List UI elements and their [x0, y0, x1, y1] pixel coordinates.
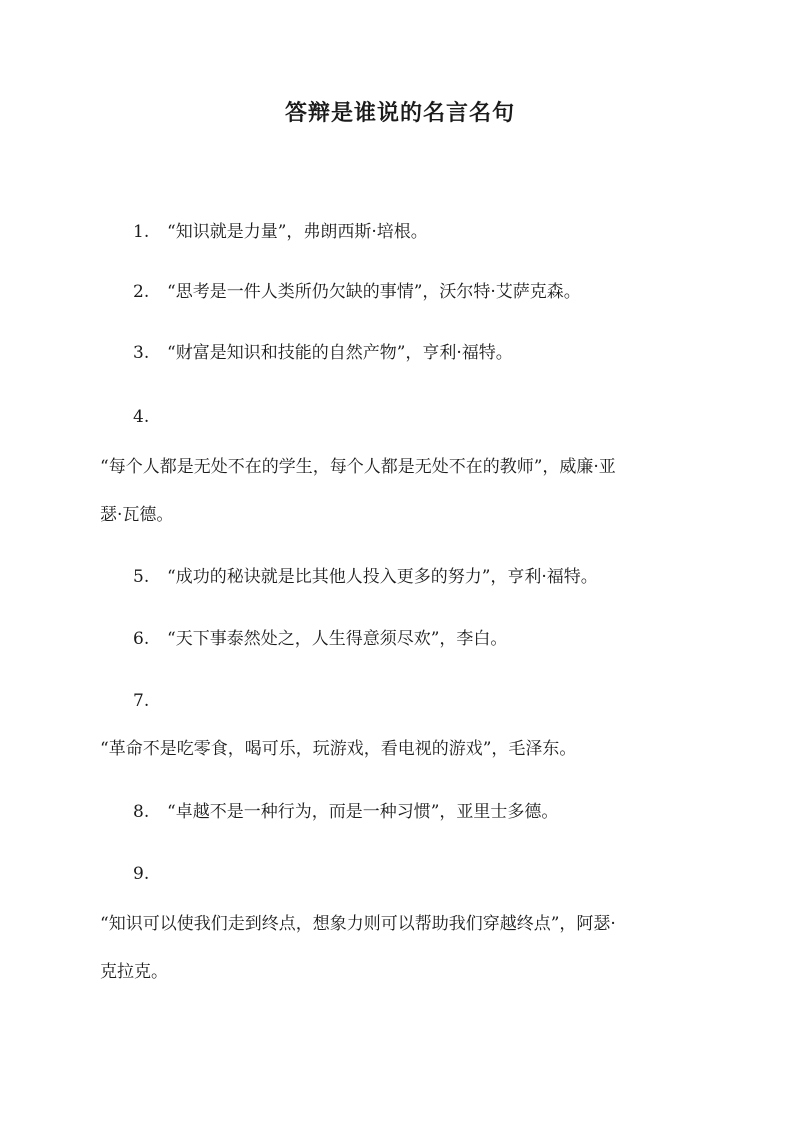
item-number: 3.: [133, 343, 150, 363]
item-text: “财富是知识和技能的自然产物”，亨利·福特。: [167, 343, 513, 363]
item-text-line: “知识可以使我们走到终点，想象力则可以帮助我们穿越终点”，阿瑟·: [100, 914, 616, 934]
item-number: 6.: [133, 629, 150, 649]
item-number: 8.: [133, 802, 150, 822]
list-item: [133, 341, 513, 365]
item-text: “卓越不是一种行为，而是一种习惯”，亚里士多德。: [167, 802, 559, 822]
item-text: “天下事泰然处之，人生得意须尽欢”，李白。: [167, 629, 508, 649]
item-text: “成功的秘诀就是比其他人投入更多的努力”，亨利·福特。: [167, 567, 598, 587]
item-number: 7.: [133, 691, 150, 711]
list-item: [133, 220, 428, 244]
list-item: [133, 800, 558, 824]
item-text-line: “每个人都是无处不在的学生，每个人都是无处不在的教师”，威廉·亚: [100, 457, 616, 477]
item-number: 5.: [133, 567, 150, 587]
item-text-line: “革命不是吃零食，喝可乐，玩游戏，看电视的游戏”，毛泽东。: [100, 739, 577, 759]
item-number: 4.: [133, 407, 150, 427]
item-number: 1.: [133, 222, 150, 242]
list-item: [133, 565, 598, 589]
item-text-line: 克拉克。: [100, 962, 168, 982]
list-item: [133, 627, 507, 651]
item-number: 2.: [133, 282, 150, 302]
page-title: 答辩是谁说的名言名句: [284, 100, 515, 126]
list-item: [133, 280, 581, 304]
item-text: “思考是一件人类所仍欠缺的事情”，沃尔特·艾萨克森。: [167, 282, 581, 302]
item-text: “知识就是力量”，弗朗西斯·培根。: [167, 222, 428, 242]
item-text-line: 瑟·瓦德。: [100, 505, 174, 525]
item-number: 9.: [133, 864, 150, 884]
